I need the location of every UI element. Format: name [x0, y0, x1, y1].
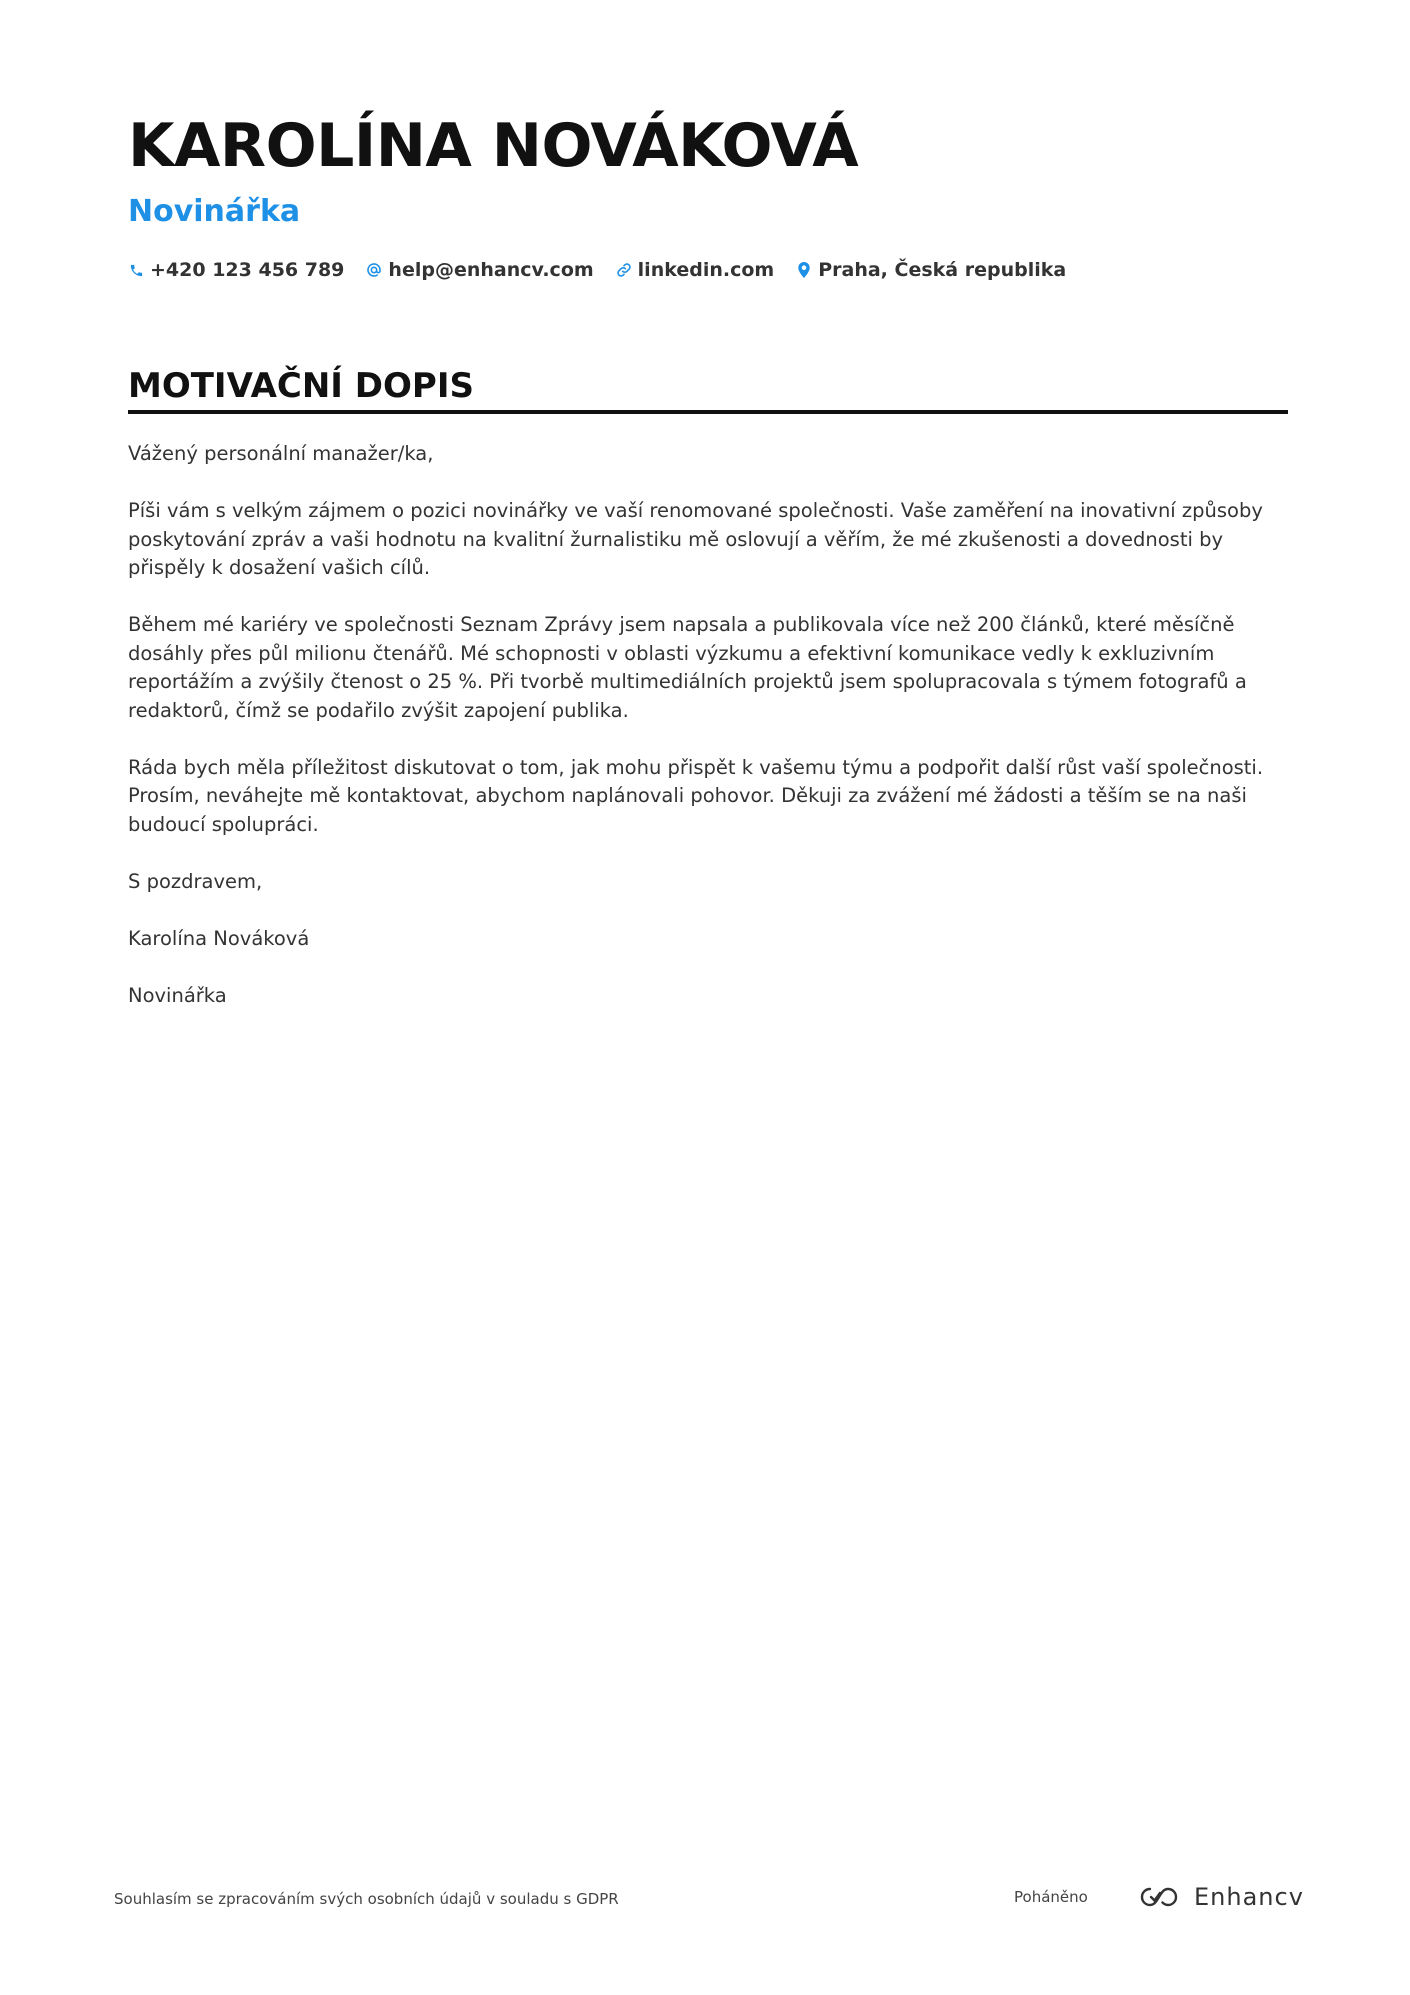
candidate-name: KAROLÍNA NOVÁKOVÁ [128, 111, 859, 181]
letter-paragraph: Píši vám s velkým zájmem o pozici novinářky ve vaší renomované společnosti. Vaše zaměření na inovativní způsoby poskytování zpráv a vaši hodnotu na kvalitní žurnalistiku mě oslovují a věřím, že mé zkušenosti a dovednosti by přispěly k dosažení vašich cílů. [128, 499, 1263, 579]
location-text: Praha, Česká republika [818, 259, 1067, 281]
signature-name: Karolína Nováková [128, 926, 310, 950]
enhancv-brand-link[interactable] [1136, 1876, 1304, 1918]
candidate-role: Novinářka [128, 194, 301, 229]
contact-linkedin[interactable] [616, 259, 775, 281]
letter-greeting: Vážený personální manažer/ka, [128, 442, 434, 465]
header [128, 108, 1288, 284]
enhancv-logo-icon [1136, 1883, 1182, 1911]
contact-phone[interactable] [128, 259, 344, 281]
linkedin-text: linkedin.com [637, 259, 775, 281]
brand-name: Enhancv [1194, 1883, 1304, 1911]
section-title: MOTIVAČNÍ DOPIS [128, 366, 474, 406]
email-text: help@enhancv.com [388, 259, 594, 281]
letter-body [128, 440, 1288, 1039]
letter-paragraph: Během mé kariéry ve společnosti Seznam Zprávy jsem napsala a publikovala více než 200 článků, které měsíčně dosáhly přes půl milionu čtenářů. Mé schopnosti v oblasti výzkumu a efektivní komunikace vedly k exkluzivním reportážím a zvýšily čtenost o 25 %. Při tvorbě multimediálních projektů jsem spolupracovala s týmem fotografů a redaktorů, čímž se podařilo zvýšit zapojení publika. [128, 613, 1247, 722]
letter-paragraph: Ráda bych měla příležitost diskutovat o tom, jak mohu přispět k vašemu týmu a podpořit další růst vaší společnosti. Prosím, neváhejte mě kontaktovat, abychom naplánovali pohovor. Děkuji za zvážení mé žádosti a těším se na naši budoucí spolupráci. [128, 755, 1264, 836]
signature-role: Novinářka [128, 983, 227, 1007]
contact-location [796, 259, 1066, 281]
powered-by-label: Poháněno [1014, 1888, 1088, 1906]
phone-icon [128, 262, 144, 278]
letter-closing: S pozdravem, [128, 869, 263, 893]
link-icon [616, 262, 632, 278]
location-pin-icon [796, 262, 812, 278]
contact-email[interactable] [366, 259, 593, 281]
section-divider [128, 410, 1288, 414]
phone-text: +420 123 456 789 [150, 259, 345, 281]
at-icon [366, 262, 382, 278]
gdpr-consent-text: Souhlasím se zpracováním svých osobních údajů v souladu s GDPR [114, 1890, 619, 1908]
contact-bar [128, 256, 1288, 284]
